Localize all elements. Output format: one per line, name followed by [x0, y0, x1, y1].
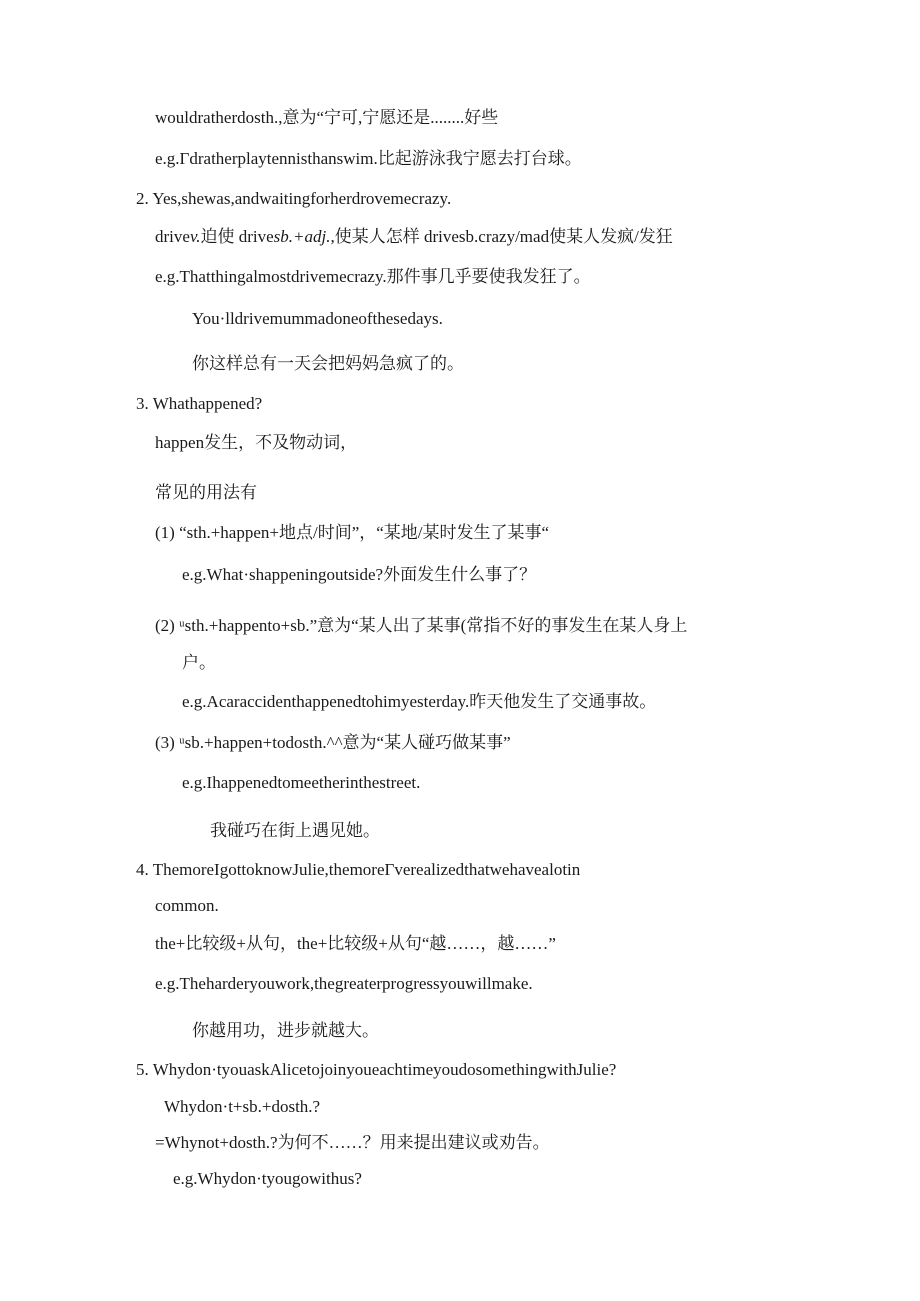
example-line: e.g.Ihappenedtomeetherinthestreet. [182, 773, 421, 792]
translation-line: 你越用功，进步就越大。 [192, 1021, 379, 1040]
text-line: =Whynot+dosth.?为何不……？用来提出建议或劝告。 [155, 1133, 550, 1152]
example-line: e.g.Γdratherplaytennisthanswim.比起游泳我宁愿去打台球。 [155, 149, 582, 168]
example-line: You·lldrivemummadoneofthesedays. [192, 309, 443, 328]
text-line: 户。 [182, 653, 216, 672]
numbered-item-3: 3. Whathappened? [136, 394, 263, 413]
text-line [155, 226, 673, 248]
usage-item-1: (1) “sth.+happen+地点/时间”，“某地/某时发生了某事“ [155, 523, 550, 542]
example-line: e.g.Thatthingalmostdrivemecrazy.那件事几乎要使我发狂了。 [155, 267, 591, 286]
text-line: the+比较级+从句，the+比较级+从句“越……，越……” [155, 934, 556, 953]
translation-line: 你这样总有一天会把妈妈急疯了的。 [192, 354, 464, 373]
definition-rest: ,使某人怎样 drivesb.crazy/mad使某人发疯/发狂 [330, 227, 673, 246]
text-line: Whydon·t+sb.+dosth.? [164, 1097, 321, 1116]
example-line: e.g.Whydon·tyougowithus? [173, 1169, 362, 1188]
definition: 迫使 drive [200, 227, 274, 246]
text-line: 常见的用法有 [155, 483, 257, 502]
text-line: happen发生，不及物动词， [155, 433, 358, 452]
term: drive [155, 227, 190, 246]
part-of-speech: v. [189, 227, 201, 246]
numbered-item-4: 4. ThemoreIgottoknowJulie,themoreΓverealizedthatwehavealotin [136, 860, 581, 879]
translation-line: 我碰巧在街上遇见她。 [210, 821, 380, 840]
pattern: sb.+adj. [273, 227, 331, 246]
example-line: e.g.Acaraccidenthappenedtohimyesterday.昨天他发生了交通事故。 [182, 692, 657, 711]
numbered-item-2: 2. Yes,shewas,andwaitingforherdrovemecrazy. [136, 189, 452, 208]
usage-item-2: (2) ᵘsth.+happento+sb.”意为“某人出了某事(常指不好的事发生在某人身上 [155, 616, 688, 635]
text-line: common. [155, 896, 219, 915]
text-line: wouldratherdosth.,意为“宁可,宁愿还是........好些 [155, 108, 499, 127]
numbered-item-5: 5. Whydon·tyouaskAlicetojoinyoueachtimeyoudosomethingwithJulie? [136, 1060, 617, 1079]
example-line: e.g.Theharderyouwork,thegreaterprogressyouwillmake. [155, 974, 533, 993]
example-line: e.g.What·shappeningoutside?外面发生什么事了？ [182, 565, 537, 584]
usage-item-3: (3) ᵘsb.+happen+todosth.^^意为“某人碰巧做某事” [155, 733, 511, 752]
